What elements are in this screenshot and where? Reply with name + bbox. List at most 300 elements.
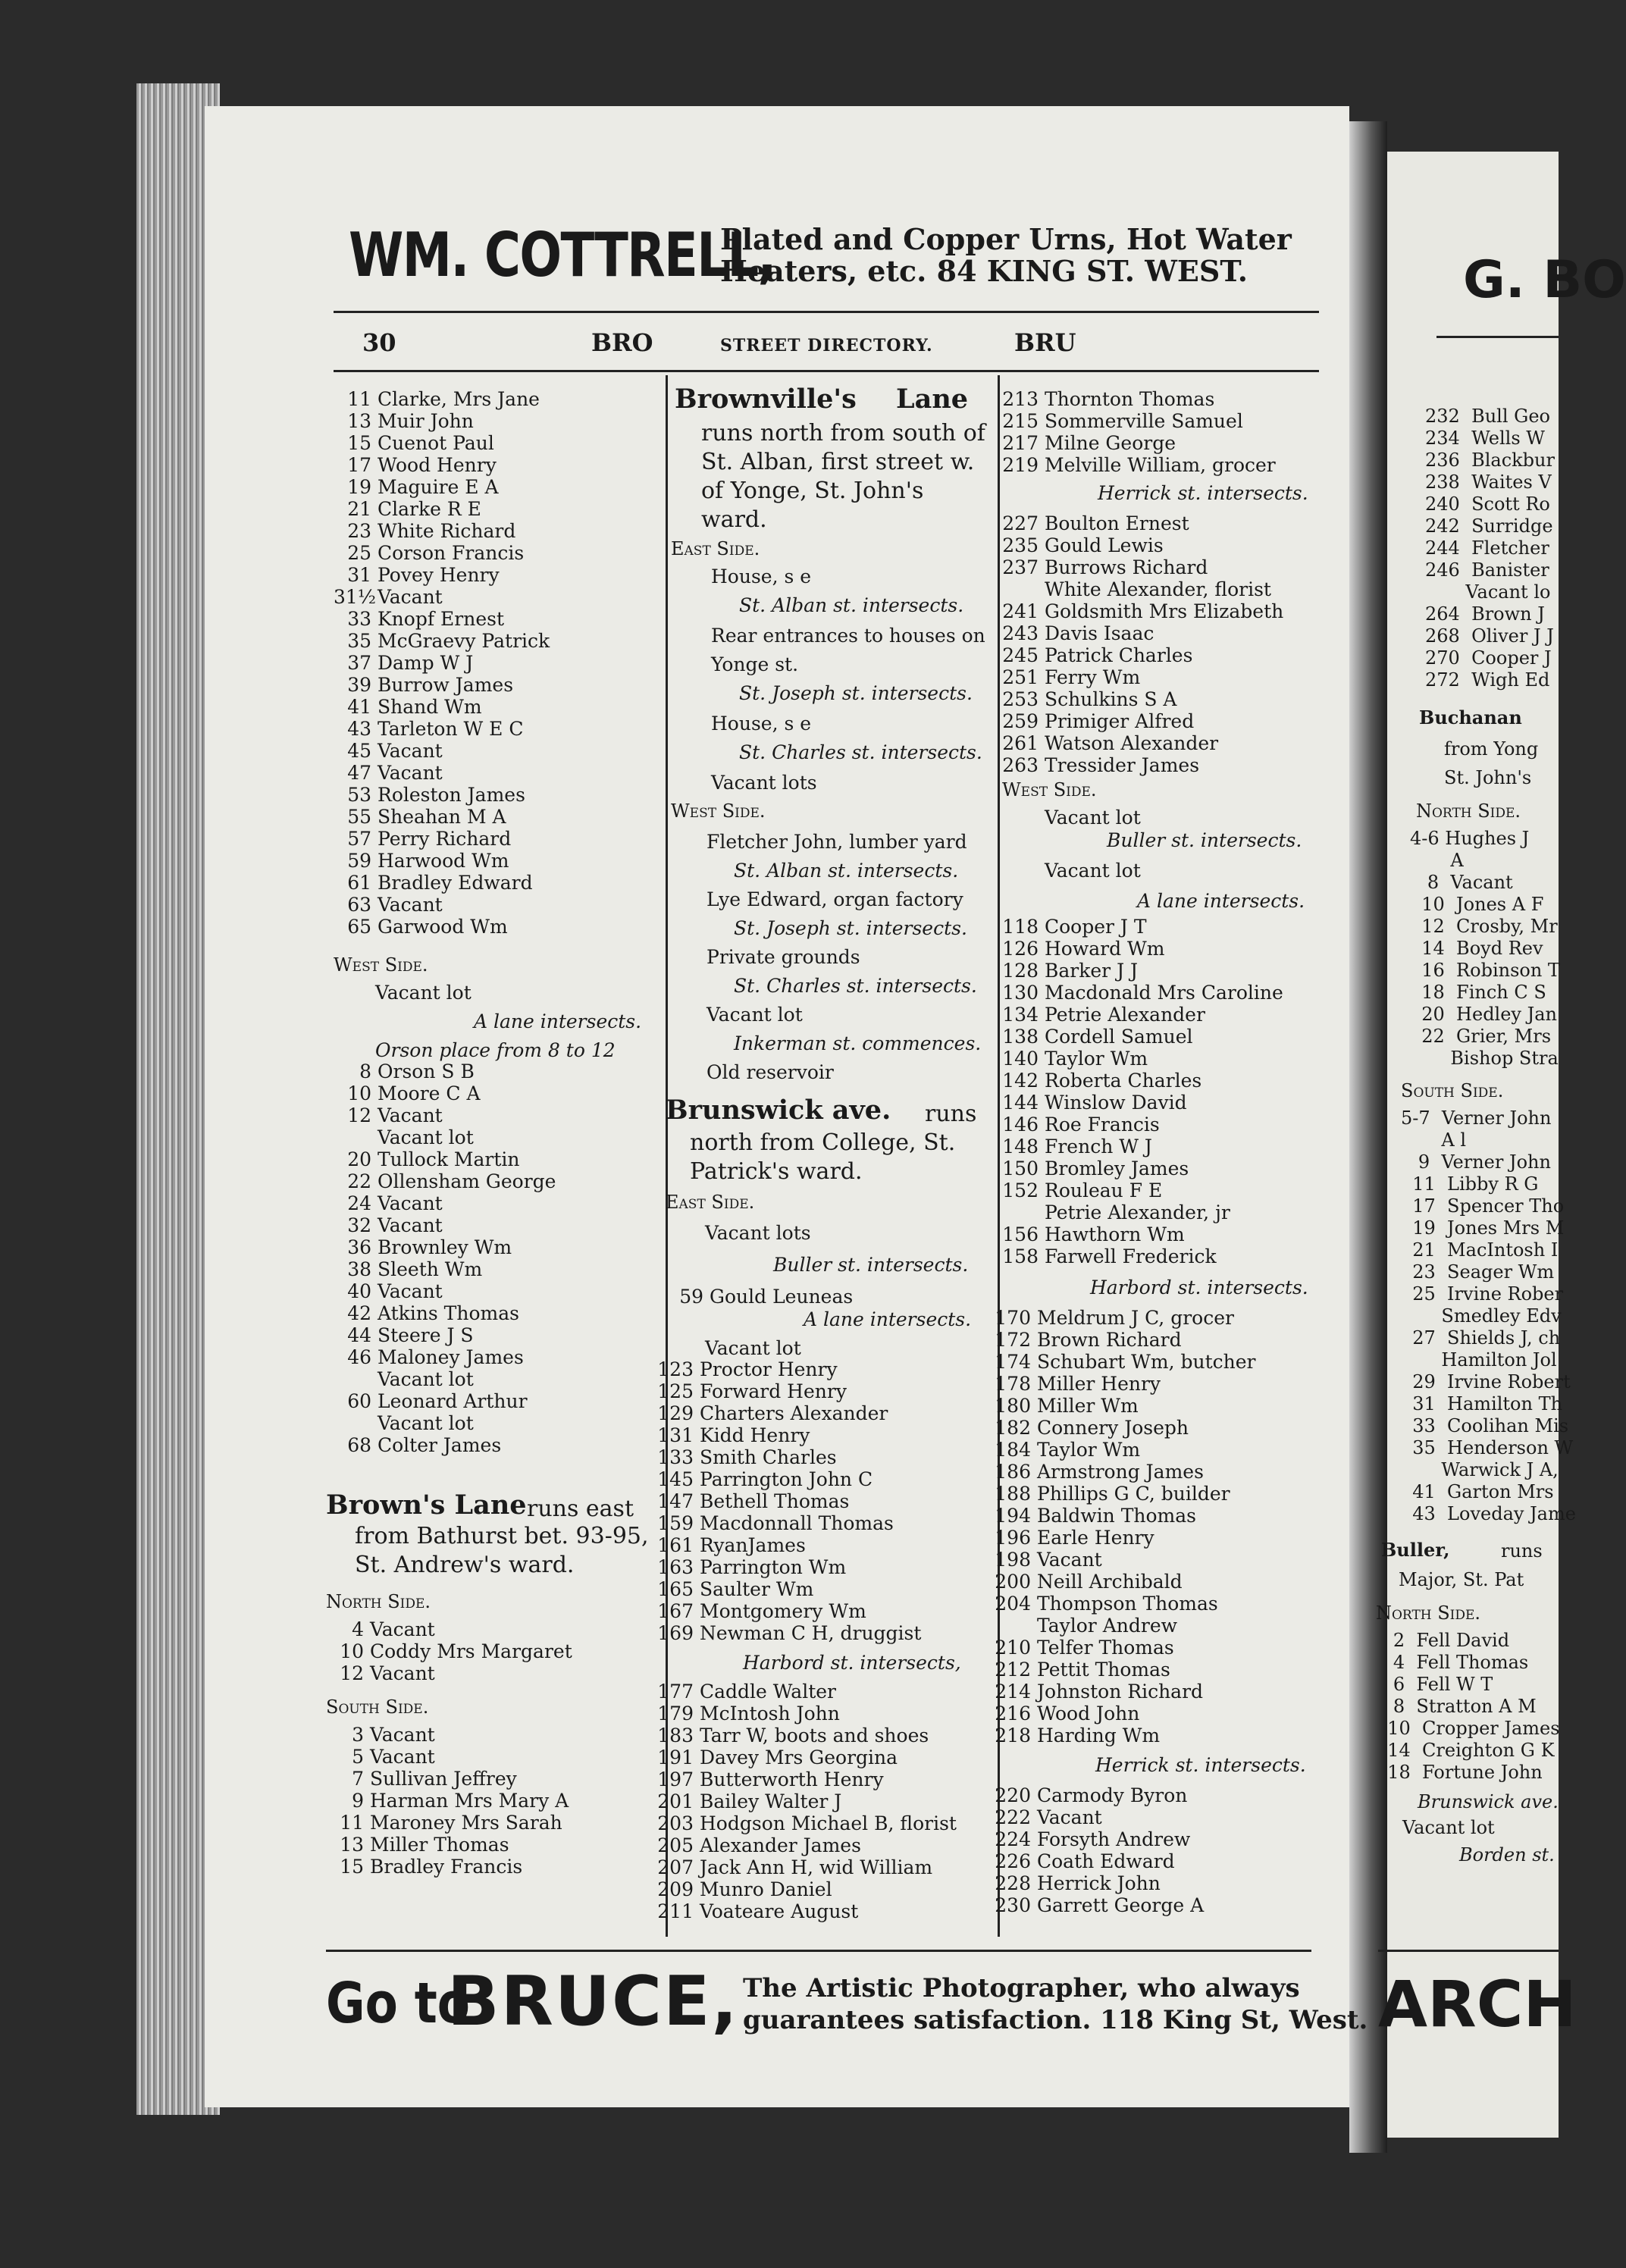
list-item <box>334 1258 482 1280</box>
list-item <box>993 1157 1189 1179</box>
resident-name: McIntosh John <box>700 1703 840 1724</box>
list-item <box>993 454 1276 476</box>
list-item <box>326 1662 435 1684</box>
list-item: 8 Vacant <box>1410 872 1513 893</box>
house-number: 198 <box>995 1549 1031 1571</box>
top-ad-line1: Plated and Copper Urns, Hot Water <box>720 222 1292 256</box>
house-number: 11 <box>347 388 371 410</box>
resident-name: Sullivan Jeffrey <box>370 1768 517 1790</box>
list-item <box>648 1600 866 1622</box>
list-item: Lye Edward, organ factory <box>706 888 963 910</box>
house-number: 152 <box>1002 1179 1039 1201</box>
resident-name: Perry Richard <box>378 828 512 850</box>
house-number: 13 <box>340 1834 364 1856</box>
house-number: 33 <box>347 608 371 630</box>
list-item: 20 Hedley Jan <box>1410 1004 1558 1025</box>
resident-name: Forsyth Andrew <box>1037 1828 1191 1850</box>
house-number: 243 <box>1002 622 1039 644</box>
list-item <box>648 1703 840 1724</box>
list-item <box>326 1790 569 1812</box>
house-number: 197 <box>657 1768 694 1790</box>
house-number: 25 <box>347 542 371 564</box>
section-south-side: South Side. <box>326 1696 429 1718</box>
list-item <box>993 754 1199 776</box>
house-number: 167 <box>657 1600 694 1622</box>
resident-name: Munro Daniel <box>700 1878 832 1900</box>
list-item <box>993 512 1189 534</box>
house-number: 145 <box>657 1468 694 1490</box>
resident-name: Gould Lewis <box>1045 534 1164 556</box>
resident-name: Vacant <box>1037 1806 1102 1828</box>
resident-name: Parrington Wm <box>700 1556 847 1578</box>
section-east-side: East Side. <box>671 538 760 559</box>
list-item: 27 Shields J, ch <box>1401 1327 1561 1349</box>
house-number: 253 <box>1002 688 1039 710</box>
resident-name: Petrie Alexander <box>1045 1004 1205 1026</box>
list-item: 18 Fortune John <box>1376 1762 1543 1783</box>
resident-name: RyanJames <box>700 1534 806 1556</box>
resident-name: Davis Isaac <box>1045 622 1154 644</box>
house-number: 53 <box>347 784 371 806</box>
street-intersects: St. Charles st. intersects. <box>734 975 977 997</box>
list-item <box>993 1201 1230 1223</box>
house-number: 186 <box>995 1461 1031 1483</box>
street-intersects: Herrick st. intersects. <box>1095 1754 1306 1776</box>
street-intersects: Brunswick ave. <box>1418 1791 1559 1812</box>
house-number: 4 <box>352 1618 364 1640</box>
list-item: 264 Brown J <box>1425 603 1545 625</box>
resident-name: Vacant <box>370 1618 435 1640</box>
list-item: Vacant lot <box>706 1004 803 1026</box>
resident-name: Moore C A <box>378 1082 481 1104</box>
list-item: Vacant lots <box>711 772 817 794</box>
resident-name: Maroney Mrs Sarah <box>370 1812 562 1834</box>
house-number: 180 <box>995 1395 1031 1417</box>
list-item: Hamilton Jol <box>1401 1349 1557 1371</box>
list-item <box>334 1434 501 1456</box>
street-name-brownvilles-lane: Brownville's Lane <box>675 384 969 415</box>
resident-name: McGraevy Patrick <box>378 630 550 652</box>
list-item: 17 Spencer Tho <box>1401 1195 1565 1217</box>
resident-name: Roberta Charles <box>1045 1070 1202 1092</box>
list-item <box>334 894 443 916</box>
resident-name: Coddy Mrs Margaret <box>370 1640 572 1662</box>
list-item <box>985 1784 1187 1806</box>
list-item <box>326 1746 435 1768</box>
resident-name: Voateare August <box>700 1900 859 1922</box>
resident-name: Schubart Wm, butcher <box>1037 1351 1256 1373</box>
resident-name: Watson Alexander <box>1045 732 1219 754</box>
list-item <box>334 828 511 850</box>
list-item: 43 Loveday Jame <box>1401 1503 1576 1524</box>
street-name-buller: Buller, <box>1381 1539 1450 1561</box>
street-description: St. Alban, first street w. <box>701 449 975 475</box>
list-item <box>334 388 540 410</box>
list-item <box>334 1148 520 1170</box>
list-item: 4-6 Hughes J <box>1410 828 1530 849</box>
section-north-side: North Side. <box>1376 1602 1481 1624</box>
resident-name: Taylor Wm <box>1037 1439 1141 1461</box>
list-item <box>334 872 533 894</box>
list-item <box>334 564 500 586</box>
house-number: 200 <box>995 1571 1031 1593</box>
resident-name: Miller Thomas <box>370 1834 509 1856</box>
list-item: Vacant lo <box>1425 581 1551 603</box>
header-left-key: BRO <box>591 328 653 357</box>
house-number: 211 <box>657 1900 694 1922</box>
resident-name: Thompson Thomas <box>1037 1593 1218 1615</box>
house-number: 169 <box>657 1622 694 1644</box>
list-item <box>985 1527 1154 1549</box>
list-item: 268 Oliver J J <box>1425 625 1554 647</box>
resident-name: Burrows Richard <box>1045 556 1208 578</box>
list-item: 234 Wells W <box>1425 428 1545 449</box>
house-number: 163 <box>657 1556 694 1578</box>
header-right-key: BRU <box>1014 328 1076 357</box>
resident-name: Hodgson Michael B, florist <box>700 1812 957 1834</box>
resident-name: Colter James <box>378 1434 502 1456</box>
list-item <box>648 1812 957 1834</box>
list-item: 232 Bull Geo <box>1425 406 1550 427</box>
resident-name: Winslow David <box>1045 1092 1187 1114</box>
resident-name: Bradley Francis <box>370 1856 523 1878</box>
resident-name: Vacant <box>378 894 443 916</box>
house-number: 165 <box>657 1578 694 1600</box>
resident-name: Macdonnall Thomas <box>700 1512 894 1534</box>
vacant-lot: Vacant lot <box>375 982 472 1004</box>
list-item <box>334 586 443 608</box>
resident-name: Vacant <box>1037 1549 1102 1571</box>
list-item <box>648 1578 813 1600</box>
resident-name: Steere J S <box>378 1324 474 1346</box>
resident-name: Wood Henry <box>378 454 497 476</box>
street-description: St. John's <box>1444 767 1532 788</box>
resident-name: Neill Archibald <box>1037 1571 1183 1593</box>
resident-name: Vacant <box>378 586 443 608</box>
house-number: 213 <box>1002 388 1039 410</box>
street-intersects: St. Joseph st. intersects. <box>734 917 967 939</box>
house-number: 128 <box>1002 960 1039 982</box>
top-ad-name: WM. COTTRELL, <box>349 220 775 290</box>
house-number: 133 <box>657 1446 694 1468</box>
resident-name: Forward Henry <box>700 1380 847 1402</box>
house-number: 125 <box>657 1380 694 1402</box>
list-item: 14 Boyd Rev <box>1410 938 1543 959</box>
house-number: 138 <box>1002 1026 1039 1048</box>
list-item: 246 Banister <box>1425 559 1549 581</box>
resident-name: Thornton Thomas <box>1045 388 1215 410</box>
resident-name: Farwell Frederick <box>1045 1245 1217 1267</box>
header-center: STREET DIRECTORY. <box>720 336 933 356</box>
list-item <box>993 1070 1201 1092</box>
resident-name: Vacant <box>378 1192 443 1214</box>
list-item <box>334 1368 474 1390</box>
house-number: 44 <box>347 1324 371 1346</box>
street-intersects: Harbord st. intersects. <box>1090 1277 1308 1298</box>
list-item <box>993 432 1176 454</box>
resident-name: Patrick Charles <box>1045 644 1193 666</box>
list-item: House, s e <box>711 713 812 735</box>
section-east-side: East Side. <box>666 1192 755 1213</box>
vacant-lot: Vacant lot <box>1045 807 1141 829</box>
street-description: runs <box>925 1101 977 1127</box>
list-item: 19 Jones Mrs M <box>1401 1217 1565 1239</box>
resident-name: White Richard <box>378 520 516 542</box>
house-number: 209 <box>657 1878 694 1900</box>
list-item <box>648 1358 838 1380</box>
resident-name: Parrington John C <box>700 1468 873 1490</box>
list-item <box>648 1878 832 1900</box>
list-item <box>334 806 506 828</box>
list-item: 236 Blackbur <box>1425 450 1555 471</box>
house-number: 61 <box>347 872 371 894</box>
house-number: 38 <box>347 1258 371 1280</box>
list-item <box>985 1593 1218 1615</box>
list-item <box>334 410 474 432</box>
street-name-browns-lane: Brown's Lane <box>326 1490 527 1521</box>
house-number: 158 <box>1002 1245 1039 1267</box>
list-item: Yonge st. <box>711 653 799 675</box>
house-number: 184 <box>995 1439 1031 1461</box>
list-item <box>993 1114 1160 1136</box>
list-item <box>985 1828 1190 1850</box>
list-item <box>334 674 513 696</box>
resident-name: Vacant <box>378 1104 443 1126</box>
house-number: 188 <box>995 1483 1031 1505</box>
list-item: 14 Creighton G K <box>1376 1740 1555 1761</box>
resident-name: Primiger Alfred <box>1045 710 1195 732</box>
list-item <box>334 1412 474 1434</box>
list-item <box>648 1402 888 1424</box>
list-item <box>334 1302 519 1324</box>
house-number: 261 <box>1002 732 1039 754</box>
resident-name: Gould Leuneas <box>710 1286 854 1308</box>
list-item: 16 Robinson T <box>1410 960 1560 981</box>
resident-name: Bromley James <box>1045 1157 1189 1179</box>
list-item <box>648 1490 849 1512</box>
resident-name: Harding Wm <box>1037 1724 1161 1746</box>
list-item <box>985 1806 1102 1828</box>
resident-name: Cuenot Paul <box>378 432 494 454</box>
resident-name: Alexander James <box>700 1834 861 1856</box>
resident-name: Schulkins S A <box>1045 688 1177 710</box>
street-intersects: St. Charles st. intersects. <box>739 741 982 763</box>
resident-name: Rouleau F E <box>1045 1179 1163 1201</box>
resident-name: Harwood Wm <box>378 850 509 872</box>
house-number: 126 <box>1002 938 1039 960</box>
list-item <box>648 1790 841 1812</box>
house-number: 57 <box>347 828 371 850</box>
resident-name: Vacant lot <box>378 1368 474 1390</box>
list-item: 35 Henderson W <box>1401 1437 1574 1458</box>
resident-name: Taylor Wm <box>1045 1048 1148 1070</box>
list-item <box>985 1659 1170 1681</box>
list-item: 6 Fell W T <box>1376 1674 1493 1695</box>
house-number: 59 <box>679 1286 703 1308</box>
street-description: runs north from south of <box>701 420 985 446</box>
resident-name: Telfer Thomas <box>1037 1637 1174 1659</box>
list-item <box>648 1768 884 1790</box>
list-item <box>334 1390 528 1412</box>
list-item <box>326 1812 562 1834</box>
resident-name: Orson S B <box>378 1060 475 1082</box>
resident-name: Bethell Thomas <box>700 1490 850 1512</box>
lane-intersects: A lane intersects. <box>1137 890 1305 912</box>
page-number: 30 <box>362 328 396 357</box>
resident-name: Johnston Richard <box>1037 1681 1204 1703</box>
list-item <box>985 1505 1196 1527</box>
list-item <box>993 388 1214 410</box>
resident-name: Maloney James <box>378 1346 524 1368</box>
list-item: 242 Surridge <box>1425 515 1553 537</box>
list-item <box>993 410 1243 432</box>
house-number: 214 <box>995 1681 1031 1703</box>
resident-name: Atkins Thomas <box>378 1302 519 1324</box>
list-item <box>334 476 499 498</box>
house-number: 222 <box>995 1806 1031 1828</box>
resident-name: Proctor Henry <box>700 1358 838 1380</box>
house-number: 42 <box>347 1302 371 1324</box>
house-number: 32 <box>347 1214 371 1236</box>
resident-name: Muir John <box>378 410 474 432</box>
list-item <box>993 644 1192 666</box>
lane-intersects: A lane intersects. <box>474 1010 642 1032</box>
house-number: 13 <box>347 410 371 432</box>
list-item <box>993 600 1283 622</box>
resident-name: Shand Wm <box>378 696 482 718</box>
resident-name: Montgomery Wm <box>700 1600 866 1622</box>
resident-name: Jack Ann H, wid William <box>700 1856 933 1878</box>
resident-name: Garrett George A <box>1037 1894 1205 1916</box>
house-number: 130 <box>1002 982 1039 1004</box>
resident-name: Vacant <box>370 1724 435 1746</box>
list-item: 31 Hamilton Th <box>1401 1393 1563 1414</box>
list-item: 9 Verner John <box>1401 1151 1551 1173</box>
resident-name: Pettit Thomas <box>1037 1659 1170 1681</box>
house-number: 235 <box>1002 534 1039 556</box>
house-number: 203 <box>657 1812 694 1834</box>
resident-name: Butterworth Henry <box>700 1768 884 1790</box>
street-intersects: Borden st. <box>1459 1844 1555 1865</box>
list-item <box>985 1439 1140 1461</box>
list-item <box>334 608 504 630</box>
house-number: 220 <box>995 1784 1031 1806</box>
list-item <box>993 732 1218 754</box>
list-item <box>334 916 508 938</box>
street-intersects: Buller st. intersects. <box>1107 829 1302 851</box>
header-rule-bottom <box>334 370 1319 372</box>
house-number: 237 <box>1002 556 1039 578</box>
house-number: 263 <box>1002 754 1039 776</box>
house-number: 23 <box>347 520 371 542</box>
vacant-lot: Vacant lot <box>1402 1817 1495 1838</box>
house-number: 150 <box>1002 1157 1039 1179</box>
list-item: 244 Fletcher <box>1425 537 1549 559</box>
list-item: Private grounds <box>706 946 860 968</box>
street-intersects: Harbord st. intersects, <box>743 1652 961 1674</box>
house-number: 10 <box>340 1640 364 1662</box>
house-number: 123 <box>657 1358 694 1380</box>
list-item <box>985 1872 1161 1894</box>
list-item <box>648 1446 837 1468</box>
house-number: 7 <box>352 1768 364 1790</box>
vacant-lot: Vacant lot <box>705 1337 801 1359</box>
house-number: 228 <box>995 1872 1031 1894</box>
resident-name: Tullock Martin <box>378 1148 520 1170</box>
house-number: 36 <box>347 1236 371 1258</box>
list-item <box>648 1424 810 1446</box>
house-number: 9 <box>352 1790 364 1812</box>
resident-name: Clarke R E <box>378 498 481 520</box>
resident-name: Macdonald Mrs Caroline <box>1045 982 1283 1004</box>
resident-name: Vacant <box>370 1662 435 1684</box>
list-item <box>985 1351 1255 1373</box>
list-item: 272 Wigh Ed <box>1425 669 1550 691</box>
list-item <box>993 1092 1187 1114</box>
house-number: 55 <box>347 806 371 828</box>
resident-name: Cordell Samuel <box>1045 1026 1193 1048</box>
list-item <box>993 556 1208 578</box>
house-number: 227 <box>1002 512 1039 534</box>
house-number: 118 <box>1002 916 1039 938</box>
resident-name: Caddle Walter <box>700 1681 836 1703</box>
resident-name: Sheahan M A <box>378 806 506 828</box>
street-intersects: Buller st. intersects. <box>773 1254 969 1276</box>
house-number: 215 <box>1002 410 1039 432</box>
house-number: 47 <box>347 762 371 784</box>
list-item: Old reservoir <box>706 1061 834 1083</box>
house-number: 172 <box>995 1329 1031 1351</box>
list-item: 10 Cropper James <box>1376 1718 1560 1739</box>
house-number: 191 <box>657 1746 694 1768</box>
list-item: 33 Coolihan Mis <box>1401 1415 1569 1436</box>
list-item <box>334 1082 481 1104</box>
bottom-ad-line2: guarantees satisfaction. 118 King St, West. <box>743 2005 1368 2035</box>
house-number: 174 <box>995 1351 1031 1373</box>
house-number: 3 <box>352 1724 364 1746</box>
list-item: 12 Crosby, Mr <box>1410 916 1558 937</box>
list-item <box>985 1703 1139 1724</box>
list-item <box>326 1640 572 1662</box>
list-item: Bishop Stra <box>1410 1048 1559 1069</box>
bottom-ad-line1: The Artistic Photographer, who always <box>743 1973 1300 2003</box>
lane-intersects: A lane intersects. <box>804 1308 972 1330</box>
street-description: Patrick's ward. <box>690 1158 863 1185</box>
list-item: 2 Fell David <box>1376 1630 1510 1651</box>
resident-name: Charters Alexander <box>700 1402 888 1424</box>
list-item <box>993 710 1194 732</box>
next-page-rule <box>1436 336 1559 338</box>
house-number: 12 <box>347 1104 371 1126</box>
list-item: 18 Finch C S <box>1410 982 1546 1003</box>
resident-name: Phillips G C, builder <box>1037 1483 1230 1505</box>
list-item <box>334 1324 474 1346</box>
house-number: 179 <box>657 1703 694 1724</box>
list-item <box>334 1214 443 1236</box>
house-number: 241 <box>1002 600 1039 622</box>
resident-name: Vacant <box>370 1746 435 1768</box>
resident-name: Connery Joseph <box>1037 1417 1189 1439</box>
list-item <box>993 1179 1162 1201</box>
next-page-footer-rule <box>1378 1950 1559 1952</box>
list-item <box>993 1223 1185 1245</box>
list-item <box>985 1724 1160 1746</box>
list-item <box>993 1004 1205 1026</box>
street-description: from Yong <box>1444 738 1539 760</box>
list-item <box>648 1746 898 1768</box>
house-number: 205 <box>657 1834 694 1856</box>
list-item <box>993 622 1154 644</box>
